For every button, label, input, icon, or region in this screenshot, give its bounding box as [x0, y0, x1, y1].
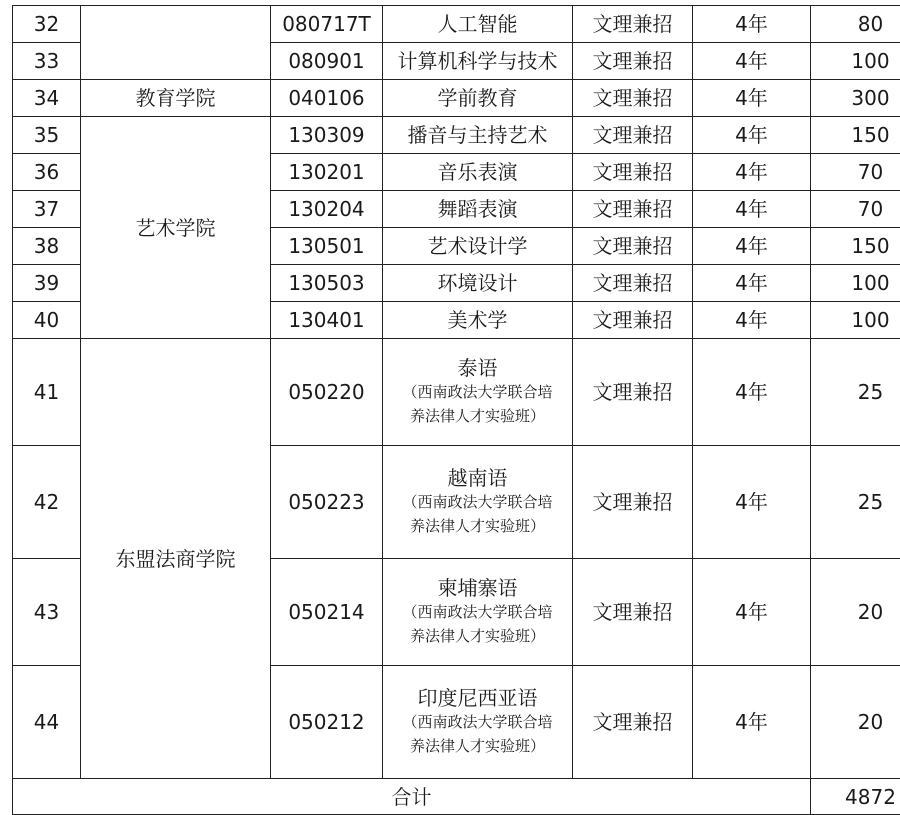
major-code: 130201 [271, 154, 383, 191]
row-number: 42 [13, 446, 81, 559]
study-years: 4年 [693, 43, 811, 80]
table-row [13, 6, 900, 43]
quota: 20 [811, 666, 900, 779]
major-name: 柬埔寨语 [437, 576, 518, 601]
major-note-line2: 养法律人才实验班） [409, 627, 545, 645]
major-name: 计算机科学与技术 [383, 43, 573, 80]
quota: 70 [811, 154, 900, 191]
major-name: 舞蹈表演 [383, 191, 573, 228]
row-number: 44 [13, 666, 81, 779]
study-years: 4年 [693, 265, 811, 302]
admission-type: 文理兼招 [573, 191, 693, 228]
major-code: 050223 [271, 446, 383, 559]
major-name: 人工智能 [383, 6, 573, 43]
admission-type: 文理兼招 [573, 265, 693, 302]
major-with-note [383, 559, 573, 666]
row-number: 33 [13, 43, 81, 80]
quota: 25 [811, 339, 900, 446]
college-cell-empty [81, 6, 271, 80]
major-code: 130401 [271, 302, 383, 339]
major-code: 050214 [271, 559, 383, 666]
major-code: 130501 [271, 228, 383, 265]
total-label: 合计 [13, 779, 811, 815]
study-years: 4年 [693, 117, 811, 154]
quota: 100 [811, 265, 900, 302]
quota: 100 [811, 302, 900, 339]
quota: 25 [811, 446, 900, 559]
admission-type: 文理兼招 [573, 80, 693, 117]
study-years: 4年 [693, 666, 811, 779]
study-years: 4年 [693, 228, 811, 265]
total-value: 4872 [811, 779, 900, 815]
major-name: 播音与主持艺术 [383, 117, 573, 154]
quota: 70 [811, 191, 900, 228]
college-name: 教育学院 [81, 80, 271, 117]
admission-type: 文理兼招 [573, 559, 693, 666]
college-name: 东盟法商学院 [81, 339, 271, 779]
quota: 80 [811, 6, 900, 43]
row-number: 39 [13, 265, 81, 302]
major-code: 130503 [271, 265, 383, 302]
row-number: 35 [13, 117, 81, 154]
major-name: 印度尼西亚语 [417, 686, 538, 711]
major-name: 泰语 [457, 356, 498, 381]
study-years: 4年 [693, 446, 811, 559]
study-years: 4年 [693, 154, 811, 191]
admission-type: 文理兼招 [573, 117, 693, 154]
major-name: 艺术设计学 [383, 228, 573, 265]
admission-type: 文理兼招 [573, 302, 693, 339]
major-note-line2: 养法律人才实验班） [409, 407, 545, 425]
row-number: 41 [13, 339, 81, 446]
major-code: 050212 [271, 666, 383, 779]
admission-type: 文理兼招 [573, 154, 693, 191]
quota: 150 [811, 228, 900, 265]
quota: 100 [811, 43, 900, 80]
major-with-note [383, 446, 573, 559]
enrollment-plan-table [12, 5, 900, 815]
row-number: 38 [13, 228, 81, 265]
admission-type: 文理兼招 [573, 446, 693, 559]
major-code: 130204 [271, 191, 383, 228]
college-name: 艺术学院 [81, 117, 271, 339]
table-row [13, 339, 900, 446]
row-number: 34 [13, 80, 81, 117]
major-with-note [383, 339, 573, 446]
study-years: 4年 [693, 302, 811, 339]
admission-type: 文理兼招 [573, 228, 693, 265]
major-code: 130309 [271, 117, 383, 154]
major-with-note [383, 666, 573, 779]
quota: 300 [811, 80, 900, 117]
table-row [13, 117, 900, 154]
major-code: 050220 [271, 339, 383, 446]
study-years: 4年 [693, 559, 811, 666]
quota: 20 [811, 559, 900, 666]
total-row [13, 779, 900, 815]
row-number: 40 [13, 302, 81, 339]
major-code: 080717T [271, 6, 383, 43]
admission-type: 文理兼招 [573, 43, 693, 80]
major-code: 080901 [271, 43, 383, 80]
quota: 150 [811, 117, 900, 154]
row-number: 37 [13, 191, 81, 228]
major-note-line1: （西南政法大学联合培 [402, 383, 553, 402]
major-name: 越南语 [447, 466, 508, 491]
study-years: 4年 [693, 339, 811, 446]
study-years: 4年 [693, 80, 811, 117]
row-number: 32 [13, 6, 81, 43]
major-name: 音乐表演 [383, 154, 573, 191]
major-note-line1: （西南政法大学联合培 [402, 493, 553, 512]
major-note-line2: 养法律人才实验班） [409, 737, 545, 755]
admission-type: 文理兼招 [573, 6, 693, 43]
admission-type: 文理兼招 [573, 339, 693, 446]
major-name: 学前教育 [383, 80, 573, 117]
major-note-line2: 养法律人才实验班） [409, 517, 545, 535]
major-name: 美术学 [383, 302, 573, 339]
study-years: 4年 [693, 6, 811, 43]
row-number: 43 [13, 559, 81, 666]
table-row [13, 80, 900, 117]
major-note-line1: （西南政法大学联合培 [402, 713, 553, 732]
study-years: 4年 [693, 191, 811, 228]
admission-type: 文理兼招 [573, 666, 693, 779]
row-number: 36 [13, 154, 81, 191]
major-name: 环境设计 [383, 265, 573, 302]
major-code: 040106 [271, 80, 383, 117]
major-note-line1: （西南政法大学联合培 [402, 603, 553, 622]
